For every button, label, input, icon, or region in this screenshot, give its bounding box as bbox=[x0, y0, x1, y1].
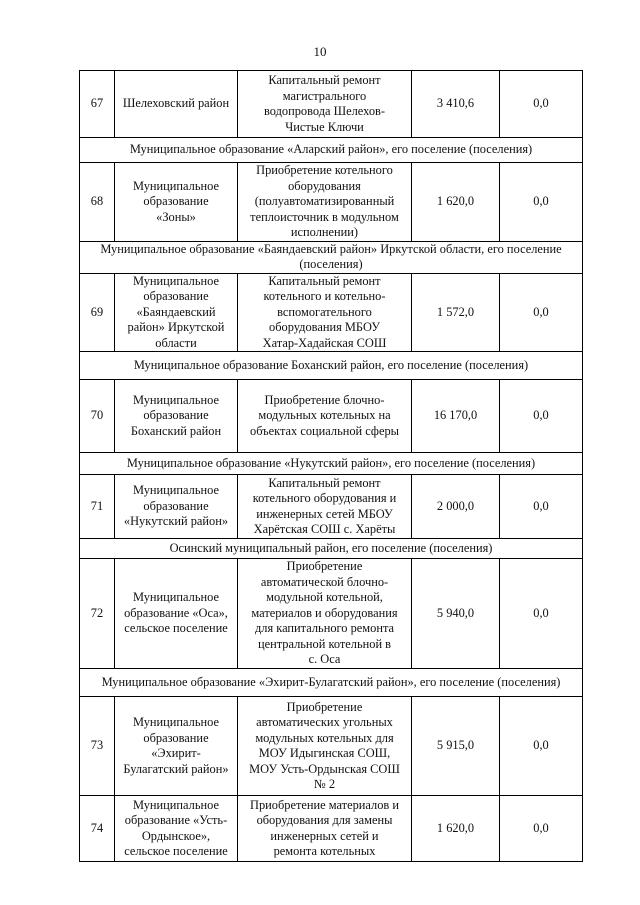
table-row bbox=[80, 380, 583, 453]
section-title: Муниципальное образование Боханский район, его поселение (поселения) bbox=[80, 352, 583, 380]
row-number: 71 bbox=[80, 475, 115, 539]
section-title: Муниципальное образование «Нукутский район», его поселение (поселения) bbox=[80, 453, 583, 475]
amount-cell: 1 572,0 bbox=[412, 273, 500, 352]
work-description-cell: Приобретение материалов и оборудования для замены инженерных сетей и ремонта котельных bbox=[238, 796, 412, 862]
value-cell: 0,0 bbox=[500, 71, 583, 138]
work-description-cell: Капитальный ремонт магистрального водопровода Шелехов- Чистые Ключи bbox=[238, 71, 412, 138]
section-title: Муниципальное образование «Баяндаевский район» Иркутской области, его поселение (поселения) bbox=[80, 241, 583, 273]
work-description-cell: Капитальный ремонт котельного оборудования и инженерных сетей МБОУ Харётская СОШ с. Харёты bbox=[238, 475, 412, 539]
municipality-cell: Муниципальное образование «Баяндаевский район» Иркутской области bbox=[115, 273, 238, 352]
table-row bbox=[80, 796, 583, 862]
amount-cell: 1 620,0 bbox=[412, 796, 500, 862]
table-row bbox=[80, 273, 583, 352]
work-description-cell: Приобретение блочно- модульных котельных на объектах социальной сферы bbox=[238, 380, 412, 453]
amount-cell: 5 940,0 bbox=[412, 559, 500, 669]
value-cell: 0,0 bbox=[500, 475, 583, 539]
page-number: 10 bbox=[313, 44, 327, 59]
row-number: 69 bbox=[80, 273, 115, 352]
municipality-cell: Муниципальное образование «Оса», сельское поселение bbox=[115, 559, 238, 669]
value-cell: 0,0 bbox=[500, 697, 583, 796]
section-row bbox=[80, 669, 583, 697]
section-title: Муниципальное образование «Аларский район», его поселение (поселения) bbox=[80, 138, 583, 163]
amount-cell: 5 915,0 bbox=[412, 697, 500, 796]
municipality-cell: Муниципальное образование «Нукутский район» bbox=[115, 475, 238, 539]
value-cell: 0,0 bbox=[500, 273, 583, 352]
row-number: 68 bbox=[80, 163, 115, 242]
section-row bbox=[80, 352, 583, 380]
row-number: 73 bbox=[80, 697, 115, 796]
table-row bbox=[80, 475, 583, 539]
value-cell: 0,0 bbox=[500, 163, 583, 242]
row-number: 70 bbox=[80, 380, 115, 453]
funding-table bbox=[79, 70, 583, 862]
section-title: Осинский муниципальный район, его поселение (поселения) bbox=[80, 539, 583, 559]
row-number: 74 bbox=[80, 796, 115, 862]
amount-cell: 16 170,0 bbox=[412, 380, 500, 453]
value-cell: 0,0 bbox=[500, 796, 583, 862]
work-description-cell: Капитальный ремонт котельного и котельно- вспомогательного оборудования МБОУ Хатар-Хадайская СОШ bbox=[238, 273, 412, 352]
municipality-cell: Шелеховский район bbox=[115, 71, 238, 138]
work-description-cell: Приобретение котельного оборудования (полуавтоматизированный теплоисточник в модульном исполнении) bbox=[238, 163, 412, 242]
row-number: 72 bbox=[80, 559, 115, 669]
table-row bbox=[80, 697, 583, 796]
value-cell: 0,0 bbox=[500, 559, 583, 669]
section-row bbox=[80, 138, 583, 163]
table-row bbox=[80, 559, 583, 669]
amount-cell: 2 000,0 bbox=[412, 475, 500, 539]
municipality-cell: Муниципальное образование Боханский район bbox=[115, 380, 238, 453]
table-row bbox=[80, 163, 583, 242]
work-description-cell: Приобретение автоматической блочно- модульной котельной, материалов и оборудования для капитального ремонта центральной котельной в с. Оса bbox=[238, 559, 412, 669]
municipality-cell: Муниципальное образование «Зоны» bbox=[115, 163, 238, 242]
section-title: Муниципальное образование «Эхирит-Булагатский район», его поселение (поселения) bbox=[80, 669, 583, 697]
table-row bbox=[80, 71, 583, 138]
section-row bbox=[80, 539, 583, 559]
row-number: 67 bbox=[80, 71, 115, 138]
municipality-cell: Муниципальное образование «Эхирит- Булагатский район» bbox=[115, 697, 238, 796]
amount-cell: 3 410,6 bbox=[412, 71, 500, 138]
municipality-cell: Муниципальное образование «Усть- Ордынское», сельское поселение bbox=[115, 796, 238, 862]
section-row bbox=[80, 241, 583, 273]
work-description-cell: Приобретение автоматических угольных модульных котельных для МОУ Идыгинская СОШ, МОУ Усть-Ордынская СОШ № 2 bbox=[238, 697, 412, 796]
value-cell: 0,0 bbox=[500, 380, 583, 453]
amount-cell: 1 620,0 bbox=[412, 163, 500, 242]
section-row bbox=[80, 453, 583, 475]
